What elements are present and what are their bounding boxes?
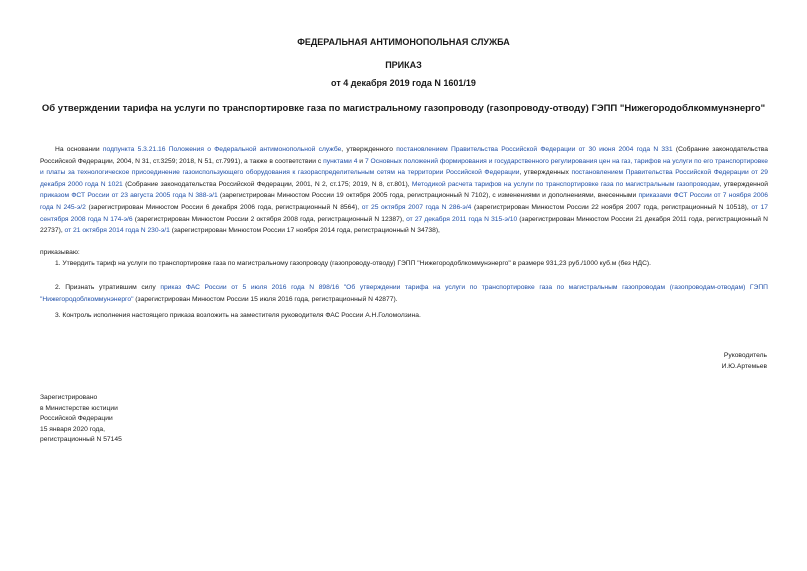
order-subject: Об утверждении тарифа на услуги по транспортировке газа по магистральному газопроводу (газопроводу-отводу) ГЭПП "Нижегородоблкоммунэнерго" — [41, 103, 766, 114]
order-item-1: 1. Утвердить тариф на услуги по транспортировке газа по магистральному газопроводу (газопроводу-отводу) ГЭПП "Нижегородоблкоммунэнерго" в размере 931,23 руб./1000 куб.м (без НДС). — [55, 260, 651, 267]
signatory-role: Руководитель — [723, 352, 767, 359]
registration-line: регистрационный N 57145 — [40, 436, 122, 444]
preamble-text: (Собрание законодательства Российской Федерации, 2001, N 2, ст.175; 2019, N 8, ст.801), — [122, 180, 412, 188]
preamble-text: (зарегистрирован Минюстом России 21 декабря 2011 года, регистрационный N 22737), — [40, 215, 768, 235]
item-text: (зарегистрирован Минюстом России 15 июля 2016 года, регистрационный N 42877). — [133, 295, 398, 303]
preamble-text: , утвержденных — [519, 169, 572, 177]
link-fst-order-315[interactable]: от 27 декабря 2011 года N 315-э/10 — [406, 215, 518, 223]
preamble-text: (Собрание законодательства Российской Федерации, 2004, N 31, ст.3259; 2018, N 51, ст.7991), а также в соответствии с — [40, 146, 768, 165]
signatory-name: И.Ю.Артемьев — [721, 363, 767, 370]
registration-line: в Министерстве юстиции — [40, 404, 118, 412]
order-item-3: 3. Контроль исполнения настоящего приказа возложить на заместителя руководителя ФАС России А.Н.Голомолзина. — [55, 312, 421, 319]
preamble-text: и — [357, 157, 365, 165]
preamble-text: , утвержденной — [719, 180, 769, 188]
preamble-paragraph — [40, 144, 768, 237]
preamble-text: На основании — [55, 146, 103, 153]
order-item-2 — [40, 282, 768, 305]
order-verb: приказываю: — [40, 249, 80, 256]
link-fas-regulation[interactable]: подпункта 5.3.21.16 Положения о Федеральной антимонопольной службе — [102, 146, 342, 153]
link-fas-order-898[interactable]: приказ ФАС России от 5 июля 2016 года N 898/16 "Об утверждении тарифа на услуги по транспортировке газа по магистральным газопроводам (газопроводам-отводам) ГЭПП "Нижегородоблкоммунэнерго" — [40, 284, 768, 303]
preamble-text: (зарегистрирован Минюстом России 6 декабря 2006 года, регистрационный N 8564), — [85, 203, 362, 211]
link-fst-order-286[interactable]: от 25 октября 2007 года N 286-э/4 — [361, 203, 472, 211]
link-government-resolution-331[interactable]: постановлением Правительства Российской Федерации от 30 июня 2004 года N 331 — [396, 146, 673, 153]
registration-line: Российской Федерации — [40, 415, 113, 423]
link-fst-order-388[interactable]: приказом ФСТ России от 23 августа 2005 года N 388-э/1 — [40, 192, 218, 200]
preamble-text: , утвержденного — [341, 146, 397, 153]
link-basic-provisions[interactable]: 7 Основных положений формирования и государственного регулирования цен на газ, тарифов на услуги по его транспортировке и платы за технологическое присоединение газоиспользующего оборудования к газораспределительным сетям на территории Российской Федерации — [40, 157, 768, 177]
link-fst-order-245[interactable]: приказами ФСТ России от 7 ноября 2006 года N 245-э/2 — [40, 192, 768, 211]
preamble-text: (зарегистрирован Минюстом России 2 октября 2008 года, регистрационный N 12387), — [132, 215, 407, 223]
link-government-resolution-1021[interactable]: постановлением Правительства Российской Федерации от 29 декабря 2000 года N 1021 — [40, 169, 768, 188]
registration-line: 15 января 2020 года, — [40, 425, 106, 433]
agency-title: ФЕДЕРАЛЬНАЯ АНТИМОНОПОЛЬНАЯ СЛУЖБА — [297, 37, 510, 47]
preamble-text: (зарегистрирован Минюстом России 19 октября 2005 года, регистрационный N 7102), с изменениями и дополнениями, внесенными — [217, 192, 639, 200]
link-fst-order-174[interactable]: от 17 сентября 2008 года N 174-э/6 — [40, 203, 769, 223]
order-type: ПРИКАЗ — [385, 60, 422, 70]
preamble-text: (зарегистрирован Минюстом России 22 ноября 2007 года, регистрационный N 10518), — [471, 203, 752, 211]
link-fst-order-230[interactable]: от 21 октября 2014 года N 230-э/1 — [64, 227, 170, 235]
preamble-text: (зарегистрирован Минюстом России 17 ноября 2014 года, регистрационный N 34738), — [169, 227, 440, 235]
registration-line: Зарегистрировано — [40, 394, 98, 401]
link-tariff-methodology[interactable]: Методикой расчета тарифов на услуги по транспортировке газа по магистральным газопроводам — [411, 180, 720, 188]
link-point-4[interactable]: пунктами 4 — [323, 157, 358, 165]
order-date: от 4 декабря 2019 года N 1601/19 — [331, 78, 476, 88]
item-text: 2. Признать утратившим силу — [55, 284, 161, 291]
